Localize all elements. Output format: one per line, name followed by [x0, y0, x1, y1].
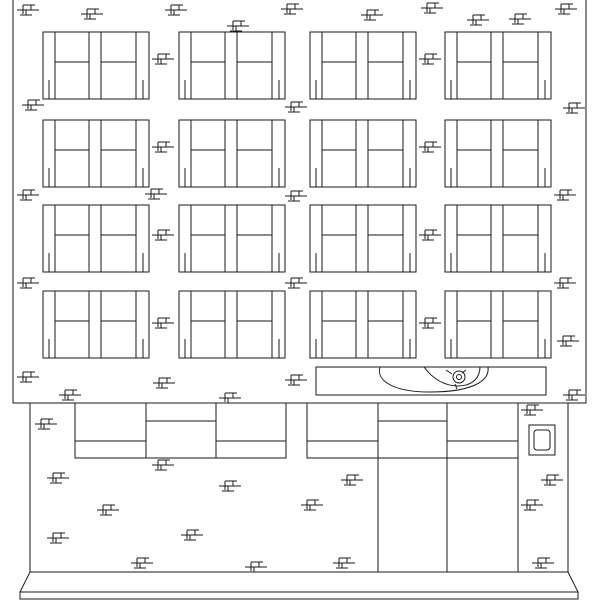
upper-window [179, 120, 285, 187]
upper-window [179, 291, 285, 358]
upper-window [310, 120, 416, 187]
upper-window [445, 205, 551, 272]
upper-window [445, 291, 551, 358]
upper-window [43, 32, 149, 99]
upper-window [179, 205, 285, 272]
base-step [20, 572, 578, 599]
upper-window [43, 120, 149, 187]
upper-window [310, 291, 416, 358]
upper-window [179, 32, 285, 99]
upper-window [43, 205, 149, 272]
upper-window [310, 205, 416, 272]
upper-window [445, 32, 551, 99]
upper-window [445, 120, 551, 187]
upper-window [310, 32, 416, 99]
upper-window [43, 291, 149, 358]
ground-floor-wall [30, 400, 568, 572]
